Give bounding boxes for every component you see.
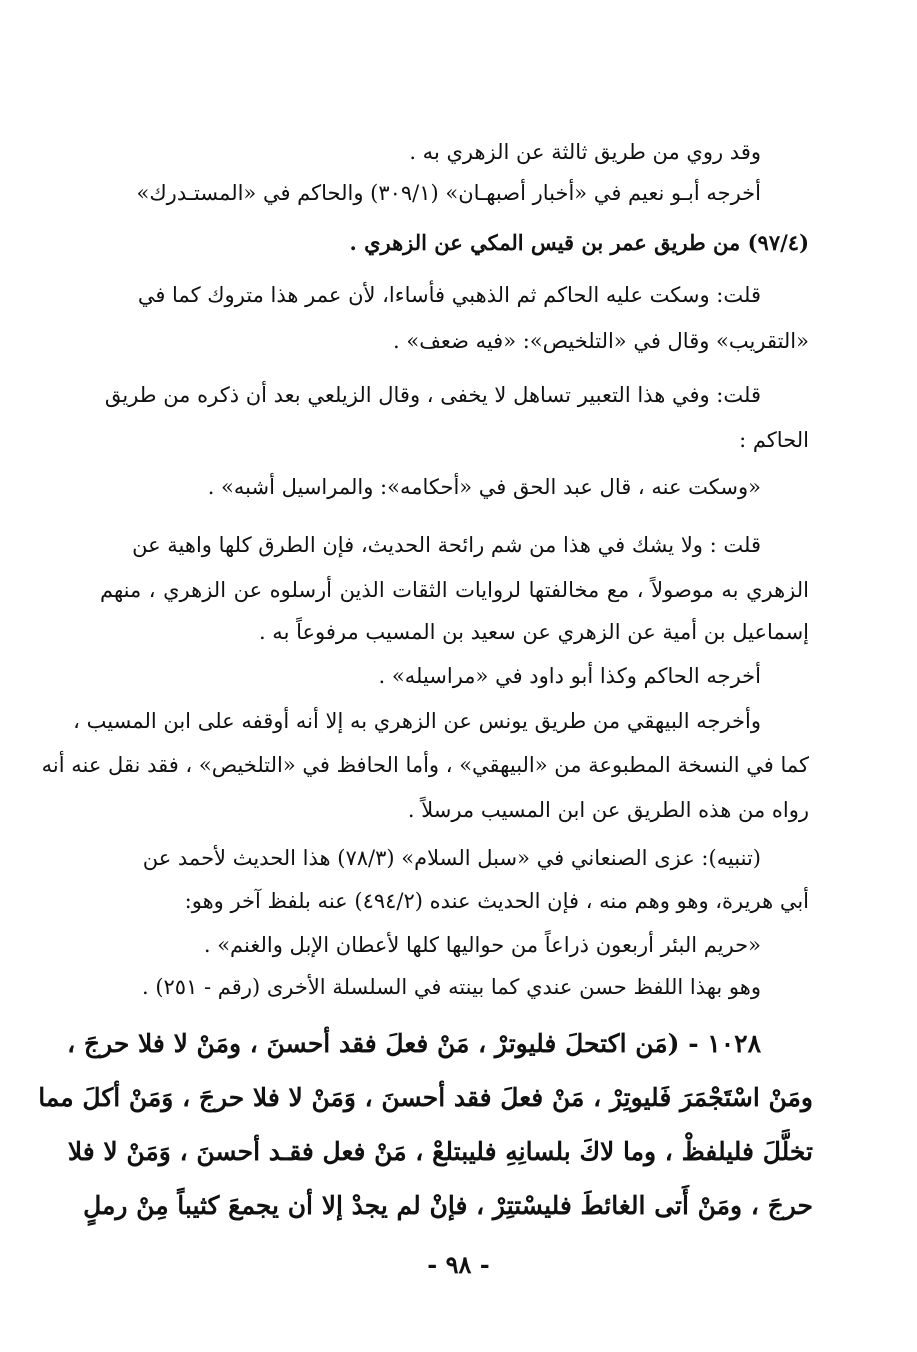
text-line: (٩٧/٤) من طريق عمر بن قيس المكي عن الزهري . xyxy=(349,230,809,255)
hadith-line: ١٠٢٨ - (مَن اكتحلَ فليوترْ ، مَنْ فعلَ فقد أحسنَ ، ومَنْ لا فلا حرجَ ، xyxy=(67,1029,761,1058)
note-line: (تنبيه): عزى الصنعاني في «سبل السلام» (٧٨/٣) هذا الحديث لأحمد عن xyxy=(142,846,761,870)
text-line: قلت : ولا يشك في هذا من شم رائحة الحديث، فإن الطرق كلها واهية عن xyxy=(132,533,761,557)
text-line: كما في النسخة المطبوعة من «البيهقي» ، وأما الحافظ في «التلخيص» ، فقد نقل عنه أنه xyxy=(41,753,809,777)
hadith-line: ومَنْ اسْتَجْمَرَ فَليوتِرْ ، مَنْ فعلَ فقد أحسنَ ، وَمَنْ لا فلا حرجَ ، وَمَنْ أكلَ مما xyxy=(38,1083,813,1112)
hadith-line: حرجَ ، ومَنْ أَتى الغائطَ فليسْتتِرْ ، فإنْ لم يجدْ إلا أن يجمعَ كثيباً مِنْ رملٍ xyxy=(83,1191,813,1220)
text-line: الزهري به موصولاً ، مع مخالفتها لروايات الثقات الذين أرسلوه عن الزهري ، منهم xyxy=(100,578,809,602)
text-line: وقد روي من طريق ثالثة عن الزهري به . xyxy=(409,140,761,164)
note-line: أبي هريرة، وهو وهم منه ، فإن الحديث عنده (٤٩٤/٢) عنه بلفظ آخر وهو: xyxy=(184,889,809,913)
text-line: قلت: وسكت عليه الحاكم ثم الذهبي فأساءا، لأن عمر هذا متروك كما في xyxy=(137,283,761,307)
text-line: أخرجه الحاكم وكذا أبو داود في «مراسيله» . xyxy=(378,664,761,688)
text-line: الحاكم : xyxy=(739,428,809,452)
text-line: إسماعيل بن أمية عن الزهري عن سعيد بن المسيب مرفوعاً به . xyxy=(258,620,809,644)
text-line: وأخرجه البيهقي من طريق يونس عن الزهري به إلا أنه أوقفه على ابن المسيب ، xyxy=(73,709,761,733)
note-line: «حريم البئر أربعون ذراعاً من حواليها كلها لأعطان الإبل والغنم» . xyxy=(203,933,761,957)
hadith-line: تخلَّلَ فليلفظْ ، وما لاكَ بلسانِهِ فليبتلعْ ، مَنْ فعل فقـد أحسنَ ، وَمَنْ لا فلا xyxy=(67,1137,813,1166)
text-line: «وسكت عنه ، قال عبد الحق في «أحكامه»: والمراسيل أشبه» . xyxy=(207,475,761,499)
text-line: قلت: وفي هذا التعبير تساهل لا يخفى ، وقال الزيلعي بعد أن ذكره من طريق xyxy=(104,383,761,407)
text-line: «التقريب» وقال في «التلخيص»: «فيه ضعف» . xyxy=(393,329,809,353)
note-line: وهو بهذا اللفظ حسن عندي كما بينته في السلسلة الأخرى (رقم - ٢٥١) . xyxy=(141,975,761,999)
text-line: رواه من هذه الطريق عن ابن المسيب مرسلاً . xyxy=(407,798,809,822)
text-line: أخرجه أبـو نعيم في «أخبار أصبهـان» (٣٠٩/١) والحاكم في «المستـدرك» xyxy=(136,181,761,205)
page-number: - ٩٨ - xyxy=(427,1250,490,1279)
